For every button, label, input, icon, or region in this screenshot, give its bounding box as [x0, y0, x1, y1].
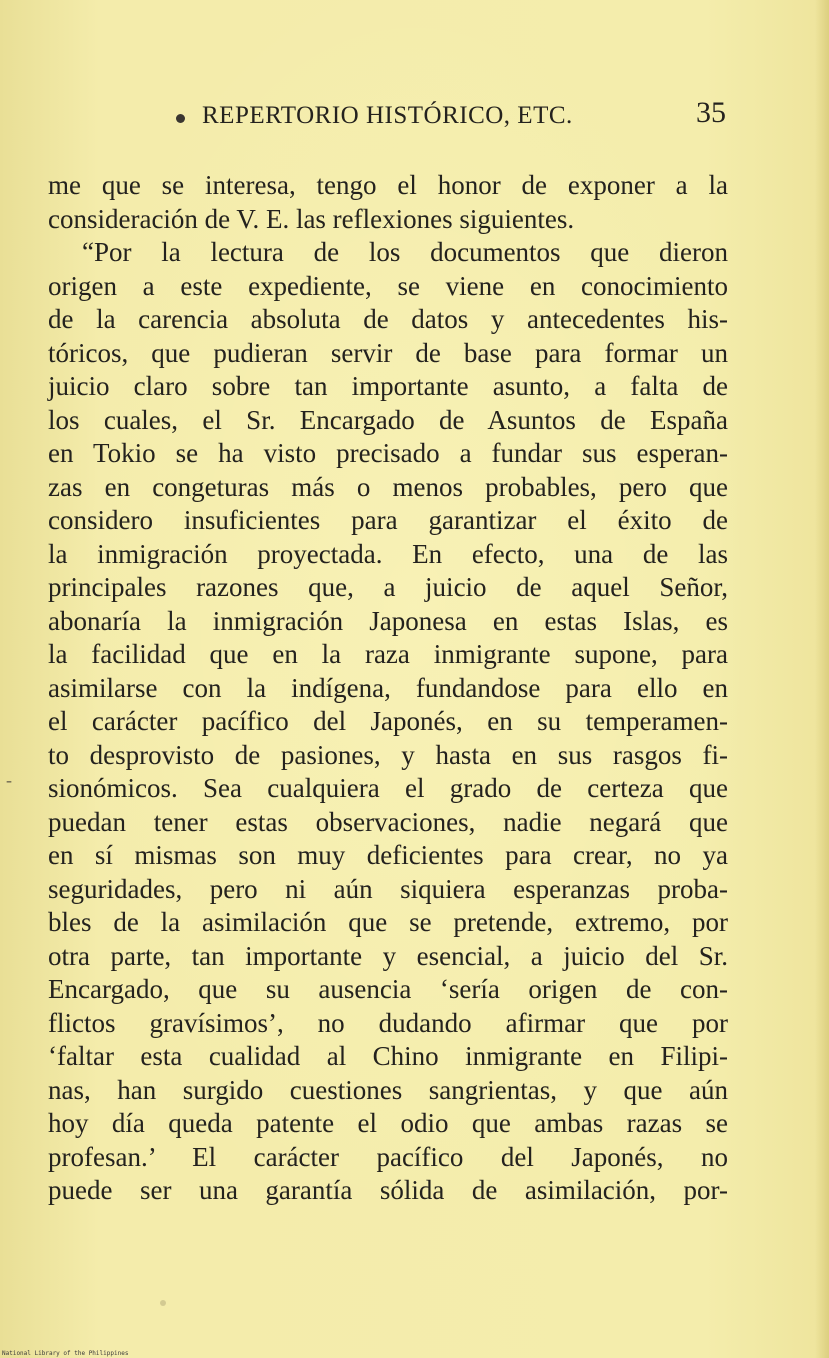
running-header [48, 96, 728, 136]
library-credit: National Library of the Philippines [2, 1350, 129, 1357]
text-line: tóricos, que pudieran servir de base para formar un [48, 337, 728, 368]
margin-mark: - [6, 770, 12, 790]
text-line: seguridades, pero ni aún siquiera esperanzas proba- [48, 873, 728, 904]
text-line: la inmigración proyectada. En efecto, una de las [48, 538, 728, 569]
text-line: de la carencia absoluta de datos y antecedentes his- [48, 304, 728, 334]
text-line: to desprovisto de pasiones, y hasta en sus rasgos fi- [48, 739, 728, 770]
page-edge-shadow [815, 0, 829, 1358]
text-line: en Tokio se ha visto precisado a fundar sus esperan- [48, 438, 728, 468]
text-line: nas, han surgido cuestiones sangrientas, y que aún [48, 1074, 728, 1105]
body-text [48, 169, 728, 1208]
bullet-ornament [176, 114, 185, 123]
ink-speck [160, 1300, 166, 1306]
text-line: asimilarse con la indígena, fundandose para ello en [48, 672, 728, 703]
text-line: abonaría la inmigración Japonesa en estas Islas, es [48, 605, 728, 636]
text-line: considero insuficientes para garantizar el éxito de [48, 505, 728, 535]
text-line: sionómicos. Sea cualquiera el grado de certeza que [48, 773, 728, 803]
text-line: bles de la asimilación que se pretende, extremo, por [48, 907, 728, 937]
text-line: puede ser una garantía sólida de asimilación, por- [48, 1175, 728, 1205]
text-line: en sí mismas son muy deficientes para crear, no ya [48, 840, 728, 870]
text-line: “Por la lectura de los documentos que dieron [82, 237, 728, 267]
page-number: 35 [696, 96, 726, 129]
text-line: los cuales, el Sr. Encargado de Asuntos de España [48, 404, 728, 435]
text-line: consideración de V. E. las reflexiones siguientes. [48, 203, 575, 234]
text-line: Encargado, que su ausencia ‘sería origen de con- [48, 974, 728, 1004]
text-line: me que se interesa, tengo el honor de exponer a la [48, 170, 728, 200]
text-line: otra parte, tan importante y esencial, a juicio del Sr. [48, 940, 728, 971]
text-line: hoy día queda patente el odio que ambas razas se [48, 1108, 728, 1138]
text-line: origen a este expediente, se viene en conocimiento [48, 270, 728, 301]
text-line: principales razones que, a juicio de aquel Señor, [48, 572, 728, 602]
text-line: puedan tener estas observaciones, nadie negará que [48, 806, 728, 837]
text-line: ‘faltar esta cualidad al Chino inmigrante en Filipi- [48, 1041, 728, 1071]
text-line: la facilidad que en la raza inmigrante supone, para [48, 639, 728, 669]
running-title: REPERTORIO HISTÓRICO, ETC. [202, 102, 573, 129]
text-line: juicio claro sobre tan importante asunto, a falta de [48, 371, 728, 401]
text-line: el carácter pacífico del Japonés, en su temperamen- [48, 706, 728, 736]
text-line: zas en congeturas más o menos probables, pero que [48, 471, 728, 502]
text-line: flictos gravísimos’, no dudando afirmar que por [48, 1007, 728, 1038]
text-line: profesan.’ El carácter pacífico del Japonés, no [48, 1141, 728, 1172]
